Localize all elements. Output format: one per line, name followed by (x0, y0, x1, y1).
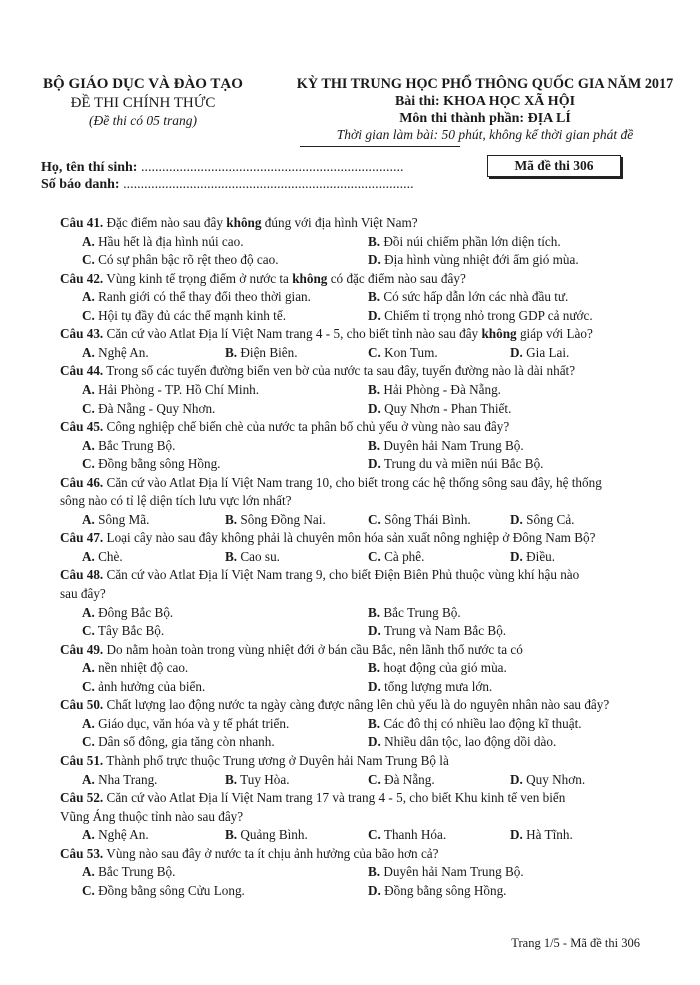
answer-option (510, 344, 569, 362)
answer-option (225, 771, 290, 789)
question-stem-continued: sau đây? (60, 586, 106, 601)
answer-option (82, 882, 245, 900)
answer-option (82, 511, 149, 529)
answer-text: Đồng bằng sông Hồng. (380, 882, 507, 898)
answer-text: Các đô thị có nhiều lao động kĩ thuật. (380, 715, 582, 731)
answer-letter: C. (82, 400, 95, 416)
answer-text: Bắc Trung Bộ. (94, 864, 176, 880)
answer-option (368, 604, 461, 622)
question-text: Loại cây nào sau đây không phải là chuyên môn hóa sản xuất nông nghiệp ở Đông Nam Bộ? (103, 530, 596, 546)
answer-letter: D. (368, 252, 381, 268)
answer-letter: D. (510, 511, 523, 527)
question-text: Chất lượng lao động nước ta ngày càng được nâng lên chủ yếu là do nguyên nhân nào sau đây? (103, 697, 610, 713)
ministry-name: BỘ GIÁO DỤC VÀ ĐÀO TẠO (43, 76, 243, 92)
answer-option (82, 622, 164, 640)
answer-option (82, 437, 175, 455)
question-number: Câu 45. (60, 419, 104, 435)
answer-text: Nghệ An. (94, 827, 149, 843)
answer-text: Duyên hải Nam Trung Bộ. (380, 864, 524, 880)
answer-text: Sông Thái Bình. (380, 511, 471, 527)
question-text: Căn cứ vào Atlat Địa lí Việt Nam trang 10, cho biết trong các hệ thống sông sau đây, hệ thống (103, 474, 602, 490)
question-emphasis: không (481, 326, 517, 342)
answer-text: Đà Nẵng. (380, 771, 435, 787)
answer-option (368, 511, 471, 529)
answer-option (368, 455, 543, 473)
official-label: ĐỀ THI CHÍNH THỨC (70, 95, 216, 111)
answer-option (510, 511, 574, 529)
question-number: Câu 46. (60, 474, 104, 490)
answer-text: Điều. (522, 548, 556, 564)
question-stem (60, 418, 509, 436)
answer-option (82, 659, 188, 677)
answer-option (510, 548, 555, 566)
answer-text: tổng lượng mưa lớn. (380, 678, 493, 694)
answer-letter: D. (368, 456, 381, 472)
answer-letter: C. (82, 882, 95, 898)
answer-letter: A. (82, 381, 95, 397)
question-number: Câu 48. (60, 567, 104, 583)
answer-text: Bắc Trung Bộ. (94, 437, 176, 453)
answer-letter: C. (82, 252, 95, 268)
question-number: Câu 52. (60, 790, 104, 806)
answer-letter: A. (82, 604, 95, 620)
answer-letter: B. (225, 344, 238, 360)
exam-title: KỲ THI TRUNG HỌC PHỔ THÔNG QUỐC GIA NĂM 2017 (296, 76, 674, 92)
question-stem (60, 696, 609, 714)
answer-text: Giáo dục, văn hóa và y tế phát triển. (94, 715, 290, 731)
answer-option (82, 344, 149, 362)
answer-text: Gia Lai. (522, 344, 570, 360)
answer-text: Đông Bắc Bộ. (94, 604, 174, 620)
answer-letter: A. (82, 864, 95, 880)
answer-letter: B. (368, 715, 381, 731)
answer-letter: A. (82, 437, 95, 453)
subject-line: Bài thi: KHOA HỌC XÃ HỘI (394, 94, 576, 109)
answer-letter: D. (510, 344, 523, 360)
answer-text: Hội tụ đầy đủ các thế mạnh kinh tế. (94, 307, 286, 323)
component-line: Môn thi thành phần: ĐỊA LÍ (399, 111, 571, 126)
answer-option (82, 548, 123, 566)
answer-text: Cà phê. (380, 548, 425, 564)
answer-option (225, 511, 326, 529)
answer-text: Nha Trang. (94, 771, 158, 787)
answer-letter: B. (225, 771, 238, 787)
question-stem-continued: sông nào có tỉ lệ diện tích lưu vực lớn nhất? (60, 493, 292, 509)
answer-text: Hầu hết là địa hình núi cao. (94, 233, 244, 249)
answer-text: Nghệ An. (94, 344, 149, 360)
question-text-tail: đúng với địa hình Việt Nam? (261, 215, 418, 230)
candidate-id-label: Số báo danh: (41, 177, 124, 192)
answer-option (82, 251, 279, 269)
answer-text: Nhiều dân tộc, lao động dồi dào. (380, 734, 557, 750)
answer-text: Trung du và miền núi Bắc Bộ. (380, 456, 544, 472)
question-stem (60, 641, 523, 659)
answer-letter: A. (82, 715, 95, 731)
answer-letter: D. (368, 623, 381, 639)
answer-option (510, 771, 585, 789)
answer-option (368, 548, 424, 566)
answer-letter: D. (368, 400, 381, 416)
question-stem (60, 529, 595, 547)
answer-option (82, 307, 286, 325)
question-number: Câu 50. (60, 697, 104, 713)
answer-letter: B. (368, 381, 381, 397)
answer-letter: D. (510, 771, 523, 787)
answer-text: Địa hình vùng nhiệt đới ẩm gió mùa. (380, 252, 579, 268)
answer-letter: D. (510, 548, 523, 564)
answer-letter: A. (82, 660, 95, 676)
answer-text: Sông Cả. (522, 511, 575, 527)
answer-option (368, 863, 524, 881)
answer-option (225, 548, 280, 566)
answer-option (82, 233, 244, 251)
question-emphasis: không (292, 270, 328, 286)
answer-letter: C. (82, 623, 95, 639)
answer-option (368, 251, 579, 269)
answer-option (82, 678, 205, 696)
answer-option (368, 344, 438, 362)
page-footer: Trang 1/5 - Mã đề thi 306 (511, 936, 640, 950)
answer-letter: C. (82, 734, 95, 750)
candidate-name-line (41, 160, 403, 176)
answer-text: Tây Bắc Bộ. (94, 623, 165, 639)
answer-text: Sông Mã. (94, 511, 150, 527)
answer-text: Dân số đông, gia tăng còn nhanh. (94, 734, 275, 750)
answer-option (368, 288, 568, 306)
answer-option (82, 715, 289, 733)
answer-option (368, 622, 506, 640)
answer-option (82, 381, 259, 399)
question-stem (60, 845, 439, 863)
answer-text: hoạt động của gió mùa. (380, 660, 507, 676)
question-text: Căn cứ vào Atlat Địa lí Việt Nam trang 9, cho biết Điện Biên Phủ thuộc vùng khí hậu nào (103, 567, 580, 583)
answer-text: ảnh hưởng của biển. (94, 678, 206, 694)
answer-text: nền nhiệt độ cao. (94, 660, 189, 676)
question-stem-continued: Vũng Áng thuộc tỉnh nào sau đây? (60, 808, 244, 824)
answer-option (82, 863, 175, 881)
question-text: Công nghiệp chế biến chè của nước ta phân bố chủ yếu ở vùng nào sau đây? (103, 419, 510, 435)
answer-text: Tuy Hòa. (237, 771, 290, 787)
answer-letter: D. (368, 734, 381, 750)
answer-option (368, 771, 435, 789)
question-text: Vùng kinh tế trọng điểm ở nước ta (103, 270, 293, 286)
question-stem (60, 362, 575, 380)
pages-note: (Đề thi có 05 trang) (89, 113, 197, 128)
answer-option (368, 882, 506, 900)
answer-text: Có sức hấp dẫn lớn các nhà đầu tư. (380, 289, 569, 305)
answer-letter: C. (368, 827, 381, 843)
answer-text: Đồi núi chiếm phần lớn diện tích. (380, 233, 561, 249)
answer-letter: A. (82, 233, 95, 249)
question-text: Do nằm hoàn toàn trong vùng nhiệt đới ở bán cầu Bắc, nên lãnh thổ nước ta có (103, 641, 523, 657)
header-rule (300, 146, 460, 147)
answer-letter: A. (82, 511, 95, 527)
answer-letter: B. (368, 233, 381, 249)
answer-option (368, 826, 446, 844)
answer-letter: B. (225, 548, 238, 564)
question-number: Câu 43. (60, 326, 104, 342)
answer-option (225, 826, 308, 844)
answer-letter: C. (368, 511, 381, 527)
answer-option (82, 400, 215, 418)
answer-text: Đồng bằng sông Cửu Long. (94, 882, 245, 898)
answer-letter: A. (82, 289, 95, 305)
question-stem (60, 270, 466, 288)
answer-text: Quảng Bình. (237, 827, 308, 843)
answer-letter: A. (82, 827, 95, 843)
answer-text: Thanh Hóa. (380, 827, 447, 843)
answer-option (368, 233, 561, 251)
question-stem (60, 752, 449, 770)
answer-text: Quy Nhơn - Phan Thiết. (380, 400, 512, 416)
answer-letter: B. (368, 437, 381, 453)
answer-letter: A. (82, 771, 95, 787)
question-emphasis: không (226, 215, 262, 230)
answer-letter: D. (368, 678, 381, 694)
question-number: Câu 41. (60, 215, 104, 230)
question-text: Trong số các tuyến đường biển ven bờ của nước ta sau đây, tuyến đường nào là dài nhất? (103, 363, 576, 379)
time-line: Thời gian làm bài: 50 phút, không kể thời gian phát đề (336, 127, 634, 142)
candidate-name-dots: ........................................................................... (140, 160, 404, 175)
question-number: Câu 51. (60, 752, 104, 768)
answer-option (225, 344, 298, 362)
answer-option (368, 381, 501, 399)
answer-option (368, 400, 511, 418)
answer-letter: D. (368, 882, 381, 898)
answer-text: Trung và Nam Bắc Bộ. (380, 623, 507, 639)
answer-option (82, 455, 220, 473)
question-stem (60, 566, 579, 584)
answer-letter: B. (368, 864, 381, 880)
question-number: Câu 44. (60, 363, 104, 379)
question-text: Căn cứ vào Atlat Địa lí Việt Nam trang 17 và trang 4 - 5, cho biết Khu kinh tế ven biển (103, 790, 566, 806)
answer-letter: C. (82, 307, 95, 323)
question-number: Câu 42. (60, 270, 104, 286)
answer-text: Có sự phân bậc rõ rệt theo độ cao. (94, 252, 279, 268)
answer-option (82, 826, 149, 844)
question-stem (60, 325, 593, 343)
answer-text: Sông Đồng Nai. (237, 511, 326, 527)
answer-letter: B. (368, 660, 381, 676)
answer-text: Đồng bằng sông Hồng. (94, 456, 221, 472)
question-text: Đặc điểm nào sau đây (103, 215, 227, 230)
answer-option (82, 733, 275, 751)
answer-text: Chè. (94, 548, 123, 564)
answer-text: Chiếm tỉ trọng nhỏ trong GDP cả nước. (380, 307, 593, 323)
answer-option (368, 659, 507, 677)
answer-letter: C. (82, 456, 95, 472)
answer-option (510, 826, 573, 844)
answer-option (368, 678, 492, 696)
answer-option (368, 437, 524, 455)
answer-option (368, 733, 556, 751)
answer-letter: C. (368, 771, 381, 787)
answer-letter: B. (368, 289, 381, 305)
answer-text: Hải Phòng - TP. Hồ Chí Minh. (94, 381, 260, 397)
answer-letter: D. (510, 827, 523, 843)
question-number: Câu 53. (60, 845, 104, 861)
answer-option (368, 307, 593, 325)
answer-text: Điện Biên. (237, 344, 298, 360)
answer-option (82, 288, 311, 306)
answer-letter: A. (82, 344, 95, 360)
answer-letter: B. (225, 827, 238, 843)
question-text: Căn cứ vào Atlat Địa lí Việt Nam trang 4 - 5, cho biết tỉnh nào sau đây (103, 326, 482, 342)
answer-text: Cao su. (237, 548, 280, 564)
question-stem (60, 214, 418, 232)
answer-text: Kon Tum. (380, 344, 438, 360)
answer-letter: C. (82, 678, 95, 694)
candidate-id-dots: ................................................................................... (123, 177, 414, 192)
answer-letter: C. (368, 344, 381, 360)
answer-text: Hải Phòng - Đà Nẵng. (380, 381, 501, 397)
answer-option (368, 715, 582, 733)
question-number: Câu 49. (60, 641, 104, 657)
question-text-tail: có đặc điểm nào sau đây? (327, 270, 466, 286)
answer-letter: B. (225, 511, 238, 527)
answer-text: Quy Nhơn. (522, 771, 586, 787)
answer-text: Ranh giới có thể thay đổi theo thời gian. (94, 289, 311, 305)
answer-text: Hà Tĩnh. (522, 827, 573, 843)
answer-text: Bắc Trung Bộ. (380, 604, 461, 620)
question-text-tail: giáp với Lào? (516, 326, 593, 342)
question-stem (60, 474, 602, 492)
answer-option (82, 771, 157, 789)
answer-text: Đà Nẵng - Quy Nhơn. (94, 400, 216, 416)
question-text: Thành phố trực thuộc Trung ương ở Duyên hải Nam Trung Bộ là (103, 752, 449, 768)
answer-option (82, 604, 173, 622)
answer-letter: A. (82, 548, 95, 564)
question-number: Câu 47. (60, 530, 104, 546)
candidate-name-label: Họ, tên thí sinh: (41, 160, 141, 175)
answer-letter: C. (368, 548, 381, 564)
exam-code-box: Mã đề thi 306 (487, 155, 621, 177)
answer-letter: B. (368, 604, 381, 620)
candidate-id-line (41, 177, 414, 193)
answer-text: Duyên hải Nam Trung Bộ. (380, 437, 524, 453)
question-stem (60, 789, 565, 807)
answer-letter: D. (368, 307, 381, 323)
question-text: Vùng nào sau đây ở nước ta ít chịu ảnh hưởng của bão hơn cả? (103, 845, 439, 861)
